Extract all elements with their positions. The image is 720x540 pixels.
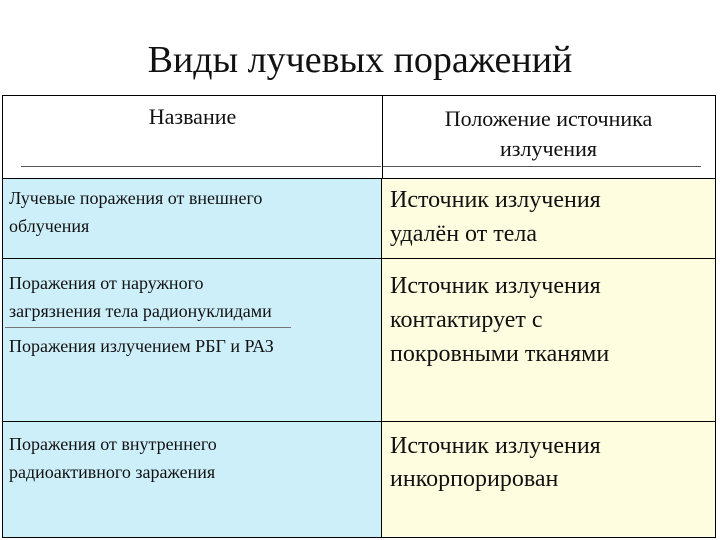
- header-source-line2: излучения: [500, 136, 597, 161]
- row1-source-line1: Источник излучения: [390, 187, 601, 213]
- header-underline-left: [21, 166, 381, 167]
- row2-source-line3: покровными тканями: [390, 341, 610, 367]
- row3-name-line2: радиоактивного заражения: [9, 462, 216, 482]
- row1-name-line1: Лучевые поражения от внешнего: [9, 188, 263, 208]
- row2-name-line3: Поражения излучением РБГ и РАЗ: [9, 336, 274, 356]
- page-title: Виды лучевых поражений: [147, 39, 573, 81]
- row-divider-2: [3, 421, 715, 422]
- row2-source-line2: контактирует с: [390, 307, 543, 333]
- row-divider-top: [3, 178, 715, 179]
- row3-name-line1: Поражения от внутреннего: [9, 434, 217, 454]
- row3-source-line1: Источник излучения: [390, 433, 601, 459]
- header-source-line1: Положение источника: [444, 106, 653, 131]
- row1-name-line2: облучения: [9, 216, 90, 236]
- header-name-label: Название: [148, 104, 237, 129]
- row1-source-line2: удалён от тела: [390, 221, 537, 247]
- row2-source-line1: Источник излучения: [390, 273, 601, 299]
- lesion-types-table: [2, 95, 716, 538]
- row3-source-line2: инкорпорирован: [390, 466, 559, 492]
- row2-inner-rule: [5, 327, 291, 328]
- row-divider-1: [3, 258, 715, 259]
- header-underline-right: [383, 166, 701, 167]
- row2-name-line2: загрязнения тела радионуклидами: [9, 301, 272, 321]
- row2-name-line1: Поражения от наружного: [9, 273, 204, 293]
